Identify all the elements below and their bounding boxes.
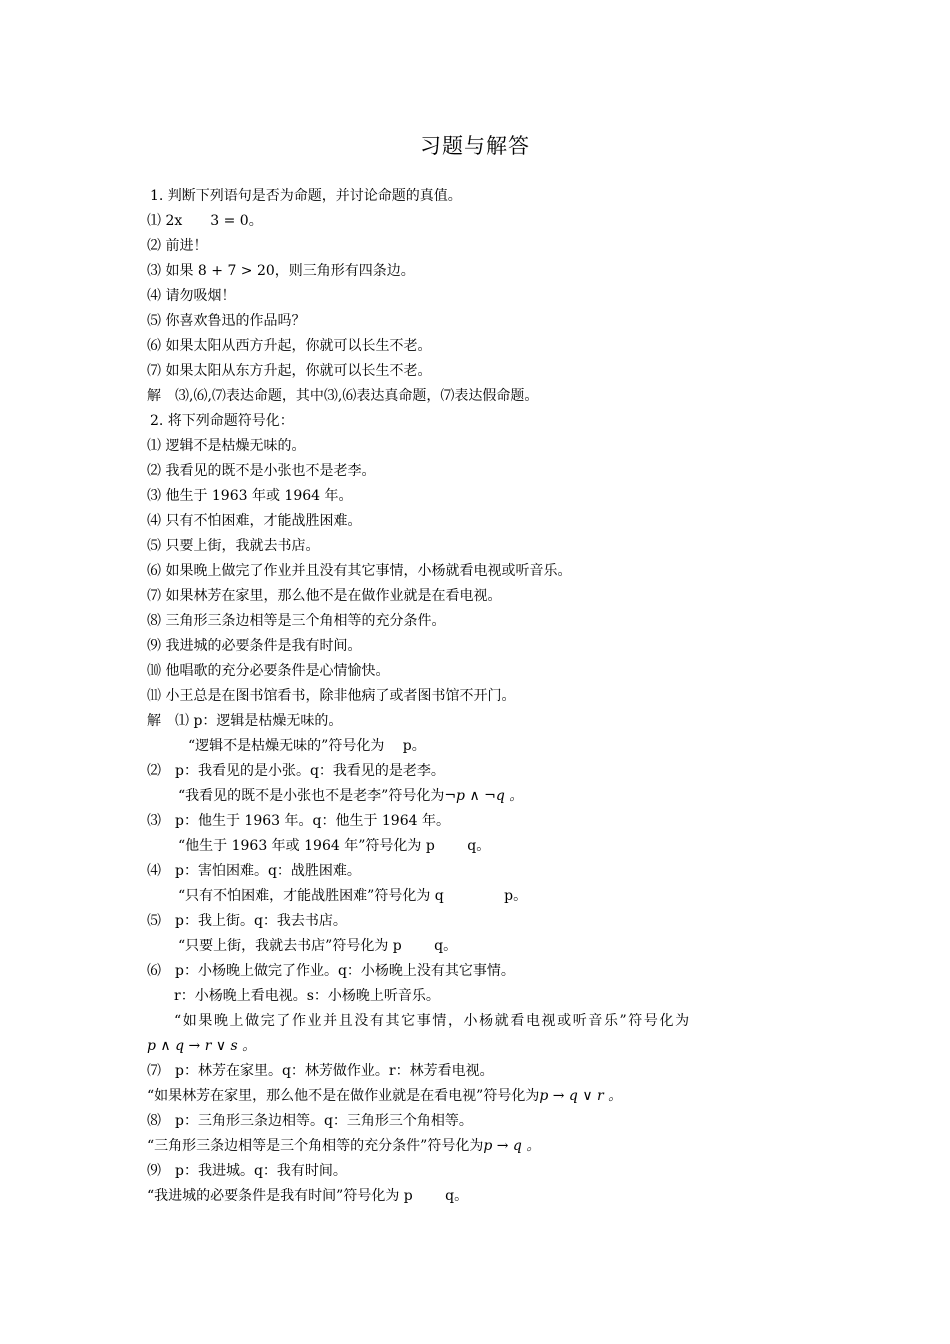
- q1-item-2: ⑵ 前进！: [147, 238, 208, 254]
- solution-2-formula-line: [178, 786, 523, 806]
- solution-1-formula: “逻辑不是枯燥无味的”符号化为 p。: [188, 738, 426, 754]
- q2-item-3: ⑶ 他生于 1963 年或 1964 年。: [147, 488, 353, 504]
- solution-2-text: “我看见的既不是小张也不是老李”符号化为: [178, 788, 445, 804]
- solution-8-vars: ⑻ p：三角形三条边相等。q：三角形三个角相等。: [147, 1113, 473, 1129]
- q1-prompt: 1. 判断下列语句是否为命题，并讨论命题的真值。: [150, 188, 462, 204]
- q2-item-1: ⑴ 逻辑不是枯燥无味的。: [147, 438, 306, 454]
- solution-6-vars-2: r：小杨晚上看电视。s：小杨晚上听音乐。: [174, 988, 440, 1004]
- q2-item-9: ⑼ 我进城的必要条件是我有时间。: [147, 638, 362, 654]
- solution-2-formula: ¬p ∧ ¬q 。: [444, 788, 524, 804]
- q2-item-5: ⑸ 只要上街，我就去书店。: [147, 538, 320, 554]
- solution-3-vars: ⑶ p：他生于 1963 年。q：他生于 1964 年。: [147, 813, 450, 829]
- q1-item-5: ⑸ 你喜欢鲁迅的作品吗？: [147, 313, 306, 329]
- solution-6-text: “如果晚上做完了作业并且没有其它事情，小杨就看电视或听音乐”符号化为: [174, 1013, 691, 1029]
- solution-1-vars: 解 ⑴ p：逻辑是枯燥无味的。: [147, 713, 343, 729]
- q2-item-7: ⑺ 如果林芳在家里，那么他不是在做作业就是在看电视。: [147, 588, 502, 604]
- solution-3-formula: “他生于 1963 年或 1964 年”符号化为 p q。: [178, 838, 491, 854]
- q1-item-1: ⑴ 2x 3 = 0。: [147, 213, 263, 229]
- solution-7-text: “如果林芳在家里，那么他不是在做作业就是在看电视”符号化为: [147, 1088, 540, 1104]
- solution-8-formula: p → q 。: [483, 1138, 541, 1154]
- q1-item-7: ⑺ 如果太阳从东方升起，你就可以长生不老。: [147, 363, 432, 379]
- solution-8-formula-line: [147, 1136, 540, 1156]
- solution-7-formula-line: [147, 1086, 622, 1106]
- q2-item-6: ⑹ 如果晚上做完了作业并且没有其它事情，小杨就看电视或听音乐。: [147, 563, 572, 579]
- q2-item-8: ⑻ 三角形三条边相等是三个角相等的充分条件。: [147, 613, 446, 629]
- solution-6-vars: ⑹ p：小杨晚上做完了作业。q：小杨晚上没有其它事情。: [147, 963, 515, 979]
- solution-2-vars: ⑵ p：我看见的是小张。q：我看见的是老李。: [147, 763, 445, 779]
- solution-9-vars: ⑼ p：我进城。q：我有时间。: [147, 1163, 347, 1179]
- q2-item-11: ⑾ 小王总是在图书馆看书，除非他病了或者图书馆不开门。: [147, 688, 516, 704]
- solution-6-formula: p ∧ q → r ∨ s 。: [147, 1038, 257, 1054]
- q1-item-6: ⑹ 如果太阳从西方升起，你就可以长生不老。: [147, 338, 432, 354]
- page-title: 习题与解答: [420, 134, 530, 158]
- solution-8-text: “三角形三条边相等是三个角相等的充分条件”符号化为: [147, 1138, 484, 1154]
- solution-9-formula: “我进城的必要条件是我有时间”符号化为 p q。: [147, 1188, 469, 1204]
- q2-item-10: ⑽ 他唱歌的充分必要条件是心情愉快。: [147, 663, 390, 679]
- solution-4-vars: ⑷ p：害怕困难。q：战胜困难。: [147, 863, 361, 879]
- solution-7-formula: p → q ∨ r 。: [539, 1088, 623, 1104]
- q1-answer: 解 ⑶,⑹,⑺表达命题，其中⑶,⑹表达真命题，⑺表达假命题。: [147, 388, 539, 404]
- q1-item-3: ⑶ 如果 8 + 7 > 20，则三角形有四条边。: [147, 263, 415, 279]
- q2-item-4: ⑷ 只有不怕困难，才能战胜困难。: [147, 513, 362, 529]
- q1-item-4: ⑷ 请勿吸烟！: [147, 288, 236, 304]
- solution-4-formula: “只有不怕困难，才能战胜困难”符号化为 q p。: [178, 888, 528, 904]
- q2-prompt: 2. 将下列命题符号化：: [150, 413, 294, 429]
- solution-5-vars: ⑸ p：我上街。q：我去书店。: [147, 913, 347, 929]
- q2-item-2: ⑵ 我看见的既不是小张也不是老李。: [147, 463, 376, 479]
- solution-7-vars: ⑺ p：林芳在家里。q：林芳做作业。r：林芳看电视。: [147, 1063, 494, 1079]
- solution-5-formula: “只要上街，我就去书店”符号化为 p q。: [178, 938, 458, 954]
